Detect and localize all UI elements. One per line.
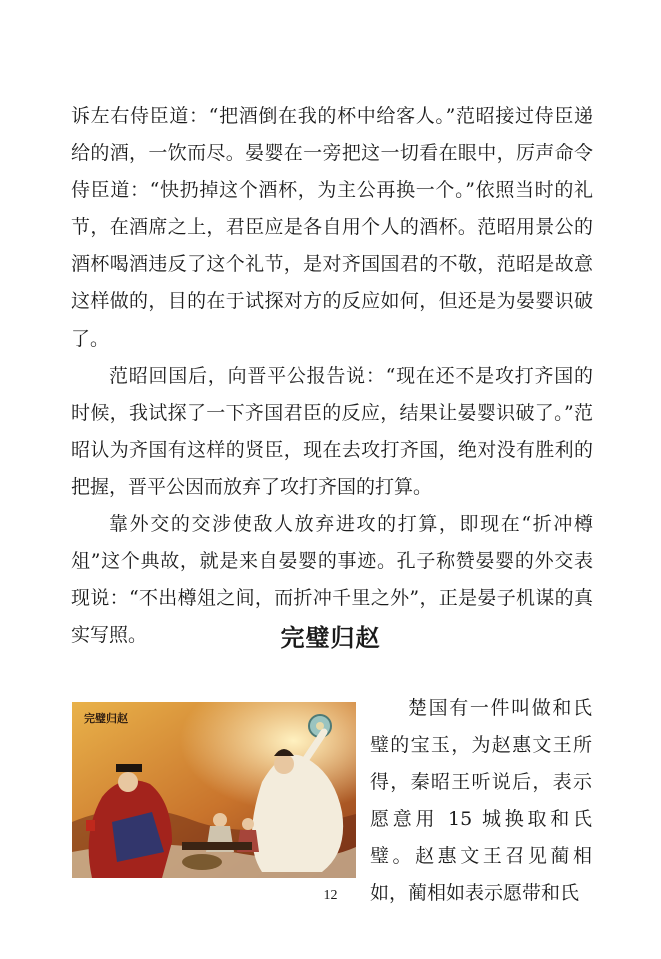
paragraph: 范昭回国后，向晋平公报告说：“现在还不是攻打齐国的时候，我试探了一下齐国君臣的反应，结果让晏婴识破了。”范昭认为齐国有这样的贤臣，现在去攻打齐国，绝对没有胜利的把握，晋平公因而放弃了攻打齐国的打算。: [71, 364, 593, 498]
section-title: 完璧归赵: [280, 624, 381, 652]
illustration-artwork: [72, 702, 356, 878]
illustration-caption: 完璧归赵: [84, 712, 128, 725]
paragraph: 靠外交的交涉使敌人放弃进攻的打算，即现在“折冲樽俎”这个典故，就是来自晏婴的事迹。孔子称赞晏婴的外交表现说：“不出樽俎之间，而折冲千里之外”，正是晏子机谋的真实写照。: [71, 513, 593, 647]
body-text: [71, 98, 593, 654]
page-number: 12: [323, 888, 338, 903]
side-text: [370, 690, 592, 912]
story-illustration: [72, 702, 356, 878]
paragraph: 楚国有一件叫做和氏璧的宝玉，为赵惠文王所得，秦昭王听说后，表示愿意用 15 城换取和氏璧。赵惠文王召见蔺相如，蔺相如表示愿带和氏: [370, 697, 592, 904]
paragraph-continued: 诉左右侍臣道：“把酒倒在我的杯中给客人。”范昭接过侍臣递给的酒，一饮而尽。晏婴在一旁把这一切看在眼中，厉声命令侍臣道：“快扔掉这个酒杯，为主公再换一个。”依照当时的礼节，在酒席之上，君臣应是各自用个人的酒杯。范昭用景公的酒杯喝酒违反了这个礼节，是对齐国国君的不敬，范昭是故意这样做的，目的在于试探对方的反应如何，但还是为晏婴识破了。: [71, 105, 593, 350]
